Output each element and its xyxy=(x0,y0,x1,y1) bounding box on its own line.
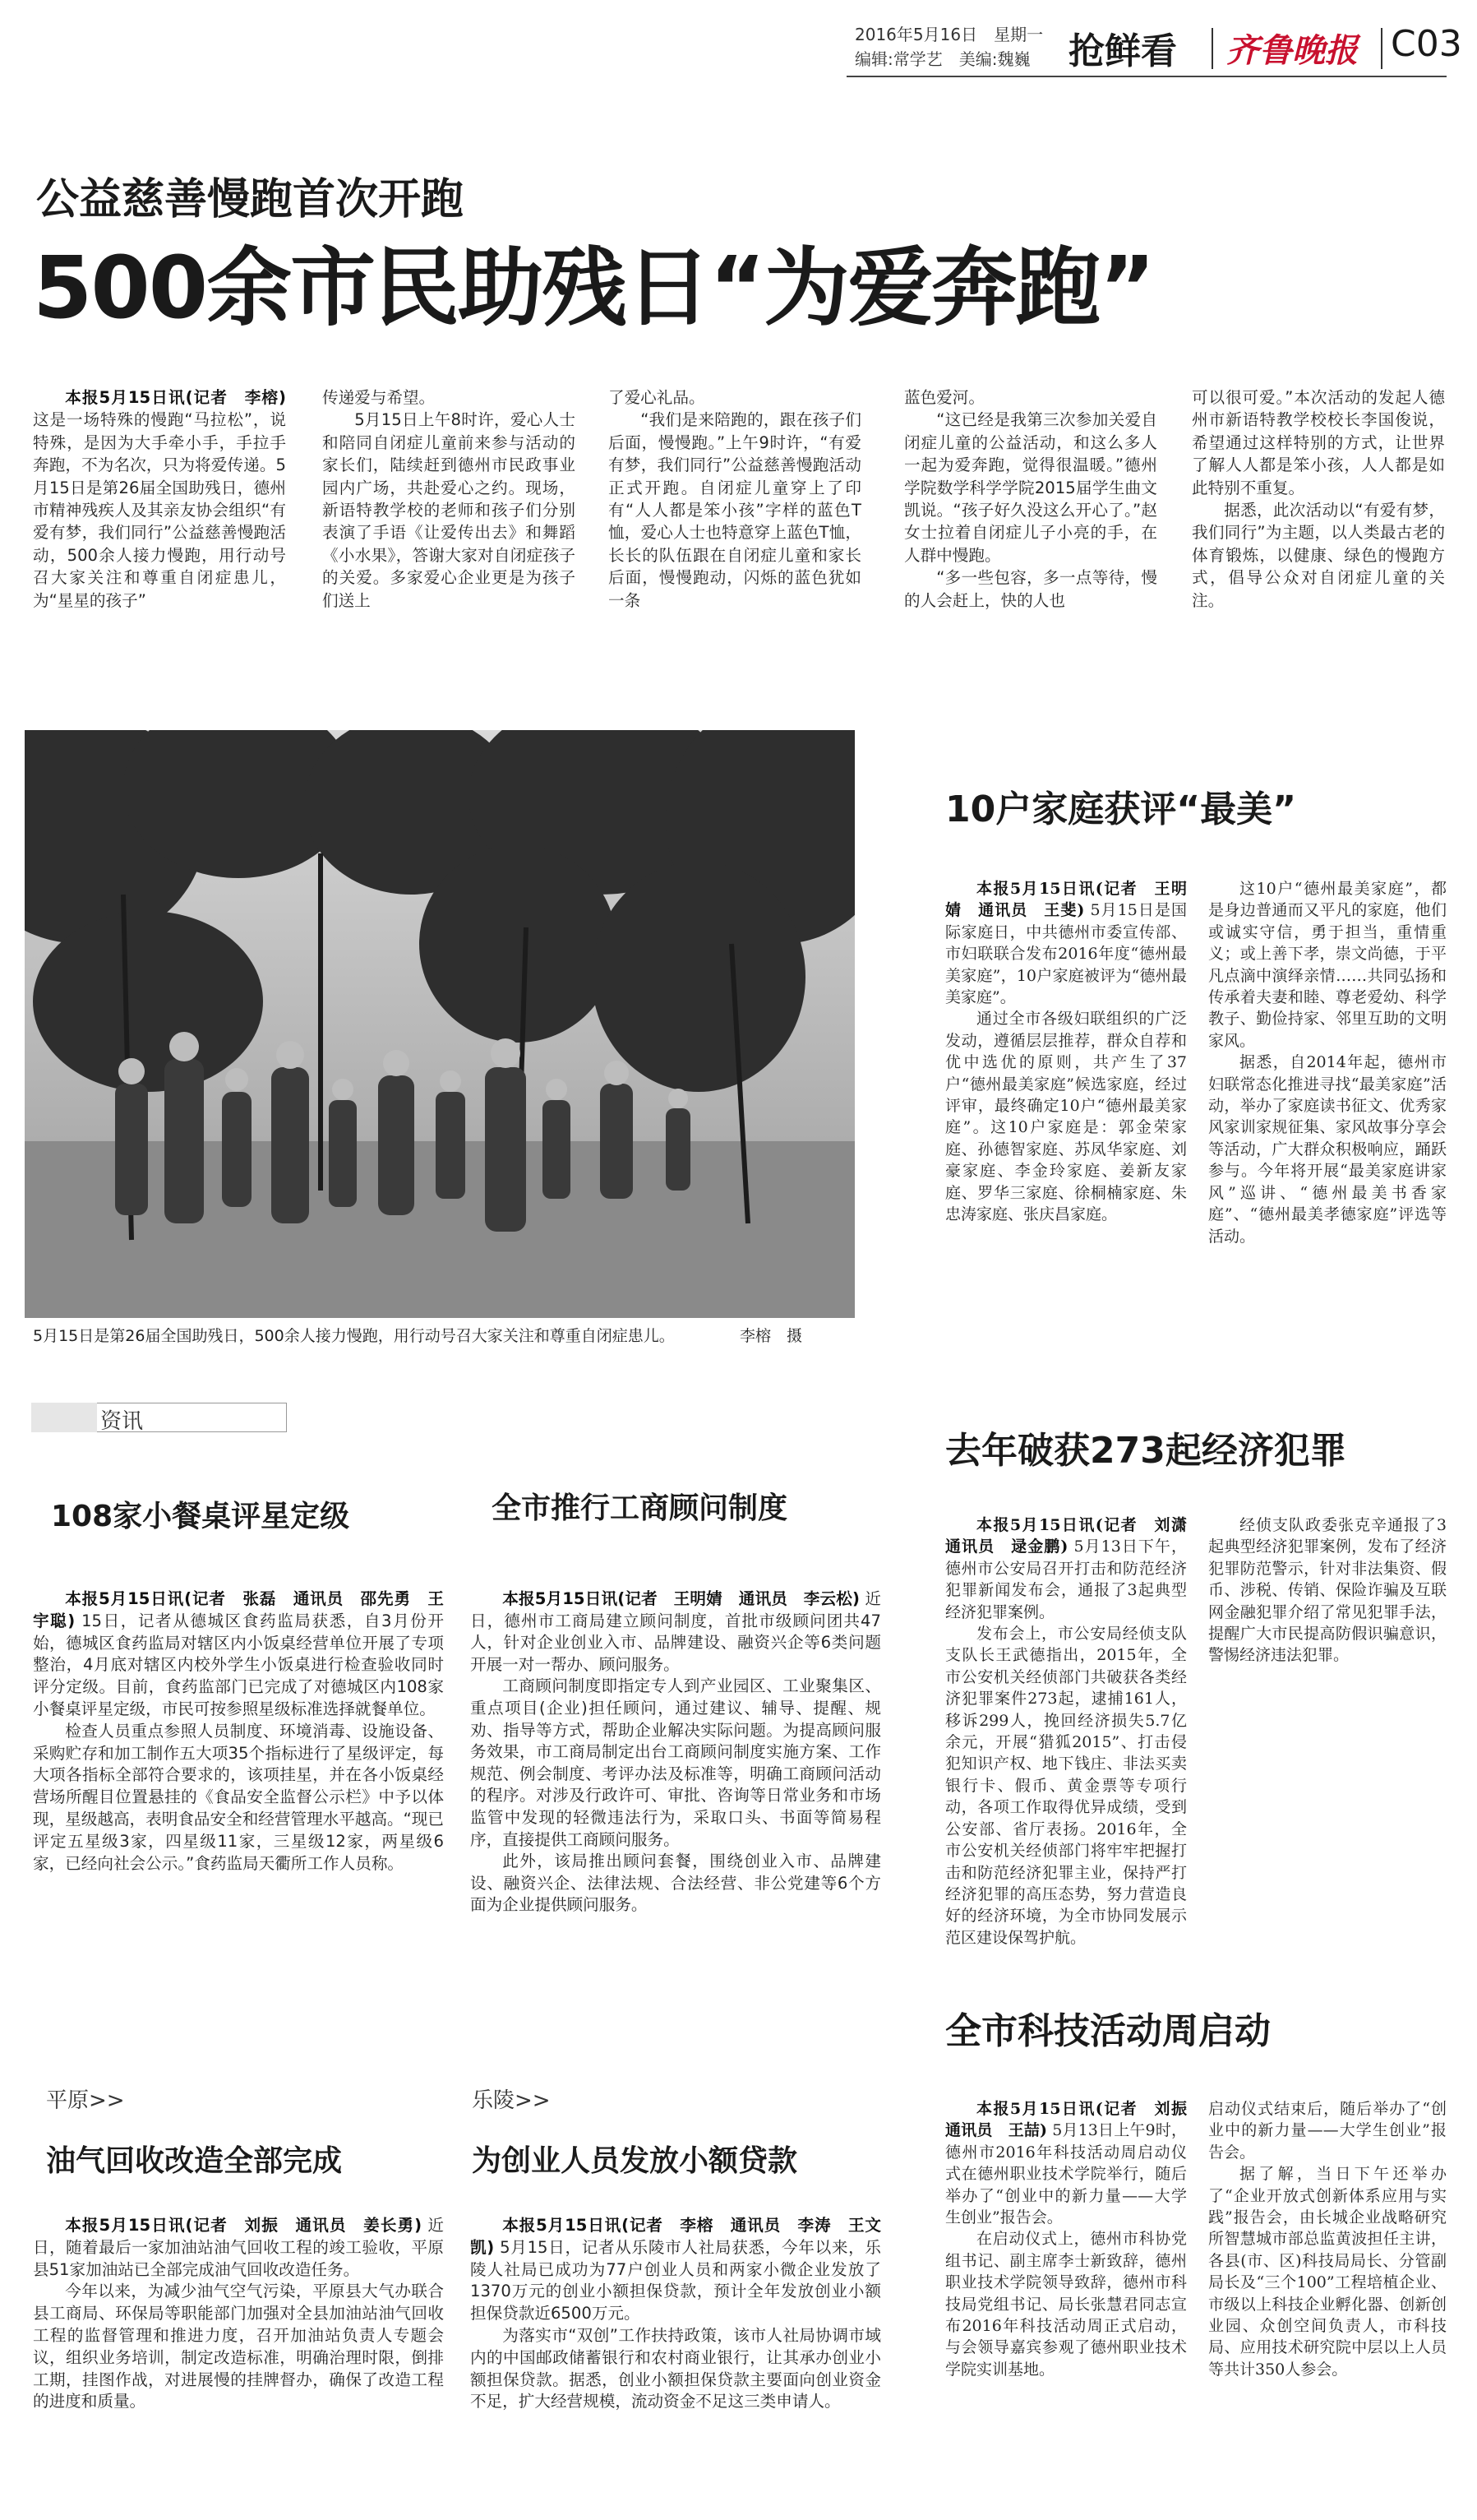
main-col-5: 可以很可爱。”本次活动的发起人德州市新语特教学校校长李国俊说，希望通过这样特别的方式，让世界了解人人都是笨小孩，人人都是如此特别不重复。 据悉，此次活动以“有爱有梦，我们同行”为主题，以人类最古老的体育锻炼，以健康、绿色的慢跑方式，倡导公众对自闭症儿童的关注。 xyxy=(1192,388,1445,610)
main-kicker: 公益慈善慢跑首次开跑 xyxy=(36,175,464,224)
main-col-1: 本报5月15日讯(记者 李榕)这是一场特殊的慢跑“马拉松”，说特殊，是因为大手牵小手，手拉手奔跑，不为名次，只为将爱传递。5月15日是第26届全国助残日，德州市精神残疾人及其亲友协会组织“有爱有梦，我们同行”公益慈善慢跑活动，500余人接力慢跑，用行动号召大家关注和尊重自闭症患儿，为“星星的孩子” xyxy=(33,388,286,610)
masthead-divider xyxy=(1212,28,1213,69)
families-title: 10户家庭获评“最美” xyxy=(945,788,1297,830)
paper-logo: 齐鲁晚报 xyxy=(1226,31,1358,70)
main-lead: 本报5月15日讯(记者 李榕) xyxy=(65,388,286,407)
masthead-date: 2016年5月16日 星期一 xyxy=(855,25,1044,44)
page-number: C03 xyxy=(1391,23,1462,65)
brief2-body: 本报5月15日讯(记者 王明婧 通讯员 李云松) 近日，德州市工商局建立顾问制度，首批市级顾问团共47人，针对企业创业入市、品牌建设、融资兴企等6类问题开展一对一帮办、顾问服务。 工商顾问制度即指定专人到产业园区、工业聚集区、重点项目(企业)担任顾问，通过建议、辅导、提醒、规劝、指导等方式，帮助企业解决实际问题。为提高顾问服务效果，市工商局制定出台工商顾问制度实施方案、工作规范、例会制度、考评办法及标准等，明确工商顾问活动的程序。对涉及行政许可、审批、咨询等日常业务和市场监管中发现的轻微违法行为，采取口头、书面等简易程序，直接提供工商顾问服务。 此外，该局推出顾问套餐，围绕创业入市、品牌建设、融资兴企、法律法规、合法经营、非公党建等6个方面为企业提供顾问服务。 xyxy=(470,1589,881,1915)
brief2-title: 全市推行工商顾问制度 xyxy=(492,1491,788,1525)
masthead-editors: 编辑:常学艺 美编:魏巍 xyxy=(855,49,1031,69)
main-col-4: 蓝色爱河。 “这已经是我第三次参加关爱自闭症儿童的公益活动，和这么多人一起为爱奔跑，觉得很温暖。”德州学院数学科学学院2015届学生曲文凯说。“孩子好久没这么开心了。”赵女士拉着自闭症儿子小亮的手，在人群中慢跑。 “多一些包容，多一点等待，慢的人会赶上，快的人也 xyxy=(904,388,1157,610)
photo-credit: 李榕 摄 xyxy=(740,1327,803,1345)
leling-body: 本报5月15日讯(记者 李榕 通讯员 李涛 王文凯) 5月15日，记者从乐陵市人社局获悉，今年以来，乐陵人社局已成功为77户创业人员和两家小微企业发放了1370万元的创业小额担保贷款，预计全年发放创业小额担保贷款近6500万元。 为落实市“双创”工作扶持政策，该市人社局协调市域内的中国邮政储蓄银行和农村商业银行，让其承办创业小额担保贷款。据悉，创业小额担保贷款主要面向创业资金不足，扩大经营规模，流动资金不足这三类申请人。 xyxy=(470,2216,881,2411)
main-col-2: 传递爱与希望。 5月15日上午8时许，爱心人士和陪同自闭症儿童前来参与活动的家长们，陆续赶到德州市民政事业园内广场，共赴爱心之约。现场，新语特教学校的老师和孩子们分别表演了手语《让爱传出去》和舞蹈《小水果》，答谢大家对自闭症孩子的关爱。多家爱心企业更是为孩子们送上 xyxy=(322,388,575,610)
section-name: 抢鲜看 xyxy=(1069,30,1177,72)
leling-title: 为创业人员发放小额贷款 xyxy=(472,2144,798,2178)
crime-col-1: 本报5月15日讯(记者 刘潇 通讯员 逯金鹏) 5月13日下午，德州市公安局召开打击和防范经济犯罪新闻发布会，通报了3起典型经济犯罪案例。 发布会上，市公安局经侦支队支队长王武德指出，2015年，全市公安机关经侦部门共破获各类经济犯罪案件273起，逮捕161人，移诉299人，挽回经济损失5.7亿余元，开展“猎狐2015”、打击侵犯知识产权、地下钱庄、非法买卖银行卡、假币、黄金票等专项行动，各项工作取得优异成绩，受到公安部、省厅表扬。2016年，全市公安机关经侦部门将牢牢把握打击和防范经济犯罪主业，保持严打经济犯罪的高压态势，努力营造良好的经济环境，为全市协同发展示范区建设保驾护航。 xyxy=(945,1516,1203,1947)
pingyuan-title: 油气回收改造全部完成 xyxy=(46,2144,343,2178)
masthead-divider-2 xyxy=(1381,28,1382,69)
brief1-body: 本报5月15日讯(记者 张磊 通讯员 邵先勇 王宇聪) 15日，记者从德城区食药监局获悉，自3月份开始，德城区食药监局对辖区内小饭桌经营单位开展了专项整治，4月底对辖区内校外学生小饭桌进行检查验收同时评分定级。目前，食药监部门已完成了对德城区内108家小餐桌评星定级，市民可按参照星级标准选择就餐单位。 检查人员重点参照人员制度、环境消毒、设施设备、采购贮存和加工制作五大项35个指标进行了星级评定，每大项各指标全部符合要求的，该项挂星，并在各小饭桌经营场所醒目位置悬挂的《食品安全监督公示栏》中予以体现，星级越高，表明食品安全和经营管理水平越高。“现已评定五星级3家，四星级11家，三星级12家，两星级6家，已经向社会公示。”食药监局天衢所工作人员称。 xyxy=(33,1589,444,1873)
pingyuan-body: 本报5月15日讯(记者 刘振 通讯员 姜长勇) 近日，随着最后一家加油站油气回收工程的竣工验收，平原县51家加油站已全部完成油气回收改造任务。 今年以来，为减少油气空气污染，平原县大气办联合县工商局、环保局等职能部门加强对全县加油站油气回收工程的监督管理和推进力度，召开加油站负责人专题会议，组织业务培训，制定改造标准，明确治理时限，倒排工期，挂图作战，对进展慢的挂牌督办，确保了改造工程的进度和质量。 xyxy=(33,2216,444,2411)
families-col-1: 本报5月15日讯(记者 王明婧 通讯员 王斐) 5月15日是国际家庭日，中共德州市委宣传部、市妇联联合发布2016年度“德州最美家庭”，10户家庭被评为“德州最美家庭”。 通过全市各级妇联组织的广泛发动，遵循层层推荐，群众自荐和优中选优的原则，共产生了37户“德州最美家庭”候选家庭，经过评审，最终确定10户“德州最美家庭”。这10户家庭是：郭金荣家庭、孙德智家庭、苏凤华家庭、刘豪家庭、李金玲家庭、姜新友家庭、罗华三家庭、徐桐楠家庭、朱忠涛家庭、张庆昌家庭。 xyxy=(945,880,1187,1224)
photo-illustration xyxy=(25,730,855,1318)
tech-col-1: 本报5月15日讯(记者 刘振 通讯员 王喆) 5月13日上午9时，德州市2016年科技活动周启动仪式在德州职业技术学院举行，随后举办了“创业中的新力量——大学生创业”报告会。 在启动仪式上，德州市科协党组书记、副主席李士新致辞，德州职业技术学院领导致辞，德州市科技局党组书记、局长张慧君同志宣布2016年科技活动周正式启动，与会领导嘉宾参观了德州职业技术学院实训基地。 xyxy=(945,2100,1203,2379)
families-col-2: 这10户“德州最美家庭”，都是身边普通而又平凡的家庭，他们或诚实守信，勇于担当，重情重义；或上善下孝，崇文尚德，于平凡点滴中演绎亲情……共同弘扬和传承着夫妻和睦、尊老爱幼、科学教子、勤俭持家、邻里互助的文明家风。 据悉，自2014年起，德州市妇联常态化推进寻找“最美家庭”活动，举办了家庭读书征文、优秀家风家训家规征集、家风故事分享会等活动，广大群众积极响应，踊跃参与。今年将开展“最美家庭讲家风”巡讲、“德州最美书香家庭”、“德州最美孝德家庭”评选等活动。 xyxy=(1208,880,1447,1246)
tech-col-2: 启动仪式结束后，随后举办了“创业中的新力量——大学生创业”报告会。 据了解，当日下午还举办了“企业开放式创新体系应用与实践”报告会，由长城企业战略研究所智慧城市部总监黄波担任主讲，各县(市、区)科技局局长、分管副局长及“三个100”工程培植企业、市级以上科技企业孵化器、创新创业园、众创空间负责人，市科技局、应用技术研究院中层以上人员等共计350人参会。 xyxy=(1208,2100,1447,2379)
tech-title: 全市科技活动周启动 xyxy=(945,2010,1271,2052)
photo-caption: 5月15日是第26届全国助残日，500余人接力慢跑，用行动号召大家关注和尊重自闭症患儿。 xyxy=(33,1327,675,1345)
brief1-title: 108家小餐桌评星定级 xyxy=(51,1500,350,1533)
news-photo xyxy=(25,730,855,1318)
pingyuan-tag: 平原>> xyxy=(46,2088,125,2113)
leling-tag: 乐陵>> xyxy=(472,2088,551,2113)
masthead-rule xyxy=(847,76,1447,77)
briefs-label: 资讯 xyxy=(100,1409,144,1434)
briefs-label-bar xyxy=(31,1403,97,1432)
crime-title: 去年破获273起经济犯罪 xyxy=(945,1430,1346,1472)
main-col-3: 了爱心礼品。 “我们是来陪跑的，跟在孩子们后面，慢慢跑。”上午9时许，“有爱有梦，我们同行”公益慈善慢跑活动正式开跑。自闭症儿童穿上了印有“人人都是笨小孩”字样的蓝色T恤，爱心人士也特意穿上蓝色T恤，长长的队伍跟在自闭症儿童和家长后面，慢慢跑动，闪烁的蓝色犹如一条 xyxy=(608,388,861,610)
main-title: 500余市民助残日“为爱奔跑” xyxy=(33,238,1154,338)
crime-col-2: 经侦支队政委张克辛通报了3起典型经济犯罪案例，发布了经济犯罪防范警示，针对非法集资、假币、涉税、传销、保险诈骗及互联网金融犯罪介绍了常见犯罪手法，提醒广大市民提高防假识骗意识，警惕经济违法犯罪。 xyxy=(1208,1516,1447,1665)
